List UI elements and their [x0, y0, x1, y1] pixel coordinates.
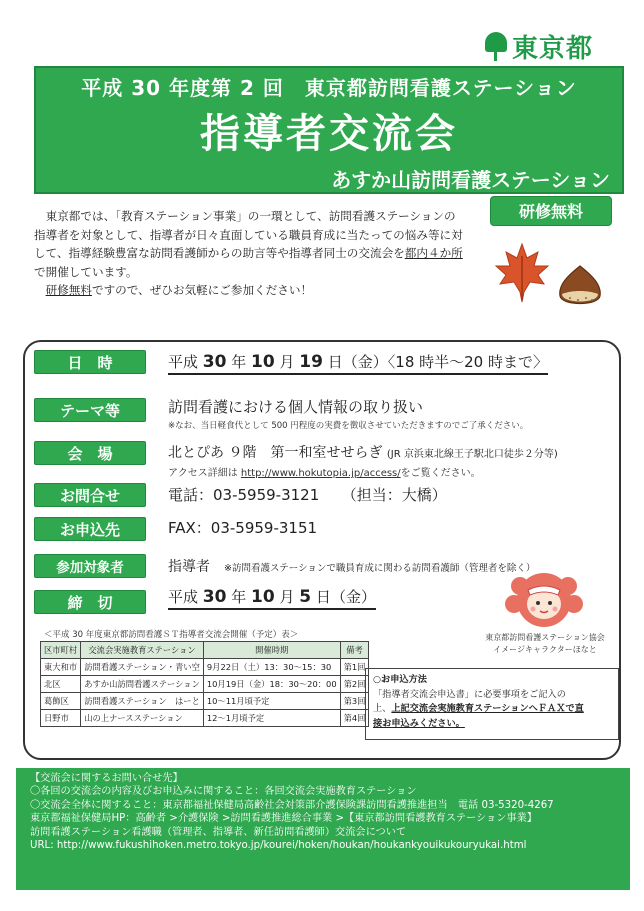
date-value: 平成 30 年 10 月 19 日（金）〈18 時半～20 時まで〉 — [168, 351, 548, 375]
theme-label: テーマ等 — [34, 398, 146, 422]
table-cell: 10～11月頃予定 — [203, 693, 340, 710]
schedule-caption: ＜平成 30 年度東京都訪問看護ＳＴ指導者交流会開催（予定）表＞ — [44, 630, 299, 640]
apply-line: 接お申込みください。 — [373, 717, 465, 729]
theme-value: 訪問看護における個人情報の取り扱い — [168, 398, 424, 416]
table-header: 交流会実施教育ステーション — [81, 642, 204, 659]
maple-leaf-icon — [494, 242, 550, 304]
theme-note: ※なお、当日軽食代として 500 円程度の実費を徴収させていただきますのでご了承ください。 — [168, 421, 529, 431]
footer-heading: 【交流会に関するお問い合せ先】 — [30, 773, 183, 784]
application-method-box — [365, 668, 619, 740]
contact-value: 電話：03-5959-3121 （担当：大橋） — [168, 486, 447, 504]
table-cell: 訪問看護ステーション はーと — [81, 693, 204, 710]
intro-paragraph: 東京都では、「教育ステーション事業」の一環として、訪問看護ステーションの指導者を対象として、指導者が日々直面している職員育成に当たっての悩み等に対して、指導経験豊富な訪問看護師からの助言等や指導者同士の交流会を都内４か所で開催しています。 — [34, 209, 463, 279]
apply-line: 上、上記交流会実施教育ステーションへＦＡＸで直 — [373, 703, 584, 714]
table-cell: 北区 — [41, 676, 81, 693]
intro-invite: 研修無料ですので、ぜひお気軽にご参加ください！ — [45, 283, 313, 297]
table-cell: 12～1月頃予定 — [203, 710, 340, 727]
table-row — [41, 710, 369, 727]
table-row — [41, 676, 369, 693]
table-cell: あすか山訪問看護ステーション — [81, 676, 204, 693]
table-cell: 山の上ナースステーション — [81, 710, 204, 727]
apply-line: 「指導者交流会申込書」に必要事項をご記入の — [373, 688, 566, 700]
apply-label: お申込先 — [34, 517, 146, 541]
table-row — [41, 693, 369, 710]
table-header: 開催時期 — [203, 642, 340, 659]
mascot-caption — [470, 632, 620, 656]
tokyo-logo — [484, 28, 593, 65]
date-label: 日 時 — [34, 350, 146, 374]
contact-label: お問合せ — [34, 483, 146, 507]
table-cell: 日野市 — [41, 710, 81, 727]
table-cell: 10月19日（金）18：30～20：00 — [203, 676, 340, 693]
tokyo-ginkgo-icon — [484, 32, 508, 62]
contact-footer — [16, 768, 630, 890]
table-header-row — [41, 642, 369, 659]
table-cell: 第1回 — [340, 659, 369, 676]
deadline-value: 平成 30 年 10 月 5 日（金） — [168, 586, 376, 610]
mascot-caption-line: イメージキャラクターほなと — [493, 645, 597, 654]
table-header: 区市町村 — [41, 642, 81, 659]
access-url-link[interactable]: http://www.hokutopia.jp/access/ — [240, 468, 401, 479]
venue-label: 会 場 — [34, 441, 146, 465]
target-label: 参加対象者 — [34, 554, 146, 578]
logo-text: 東京都 — [512, 34, 594, 64]
chestnut-icon — [556, 262, 604, 310]
mascot-caption-line: 東京都訪問看護ステーション協会 — [485, 633, 605, 642]
table-cell: 第4回 — [340, 710, 369, 727]
table-cell: 東大和市 — [41, 659, 81, 676]
schedule-table — [40, 641, 369, 727]
free-badge: 研修無料 — [490, 196, 612, 226]
table-cell: 訪問看護ステーション・青い空 — [81, 659, 204, 676]
table-cell: 第3回 — [340, 693, 369, 710]
table-header: 備考 — [340, 642, 369, 659]
intro-text — [34, 207, 464, 300]
footer-line: 〇交流会全体に関すること：東京都福祉保健局高齢社会対策部介護保険課訪問看護推進担当 電話 03-5320-4267 — [30, 799, 554, 811]
footer-line: 東京都福祉保健局HP：高齢者 >介護保険 >訪問看護推進総合事業 >【東京都訪問看護教育ステーション事業】 — [30, 813, 537, 825]
footer-url[interactable]: URL: http://www.fukushihoken.metro.tokyo.jp/kourei/hoken/houkan/houkankyouikukouryukai.html — [30, 840, 527, 852]
table-row — [41, 659, 369, 676]
footer-line: 訪問看護ステーション看護職（管理者、指導者、新任訪問看護師）交流会について — [30, 826, 407, 838]
banner-title: 指導者交流会 — [200, 111, 458, 157]
venue-value: 北とぴあ ９階 第一和室せせらぎ (JR 京浜東北線王子駅北口徒歩２分等) — [168, 445, 558, 461]
banner-host: あすか山訪問看護ステーション — [331, 168, 610, 192]
venue-access: アクセス詳細は http://www.hokutopia.jp/access/をご覧ください。 — [168, 468, 481, 479]
footer-line: 〇各回の交流会の内容及びお申込みに関すること：各回交流会実施教育ステーション — [30, 786, 417, 798]
apply-fax: FAX：03-5959-3151 — [168, 519, 318, 537]
title-banner — [34, 66, 624, 194]
mascot-character-icon — [500, 568, 588, 630]
table-cell: 葛飾区 — [41, 693, 81, 710]
table-cell: 第2回 — [340, 676, 369, 693]
apply-heading: ○お申込方法 — [373, 674, 427, 685]
banner-subtitle: 平成 30 年度第 2 回 東京都訪問看護ステーション — [81, 76, 577, 100]
table-cell: 9月22日（土）13：30～15：30 — [203, 659, 340, 676]
deadline-label: 締 切 — [34, 590, 146, 614]
target-value: 指導者 ※訪問看護ステーションで職員育成に関わる訪問看護師（管理者を除く） — [168, 559, 536, 575]
